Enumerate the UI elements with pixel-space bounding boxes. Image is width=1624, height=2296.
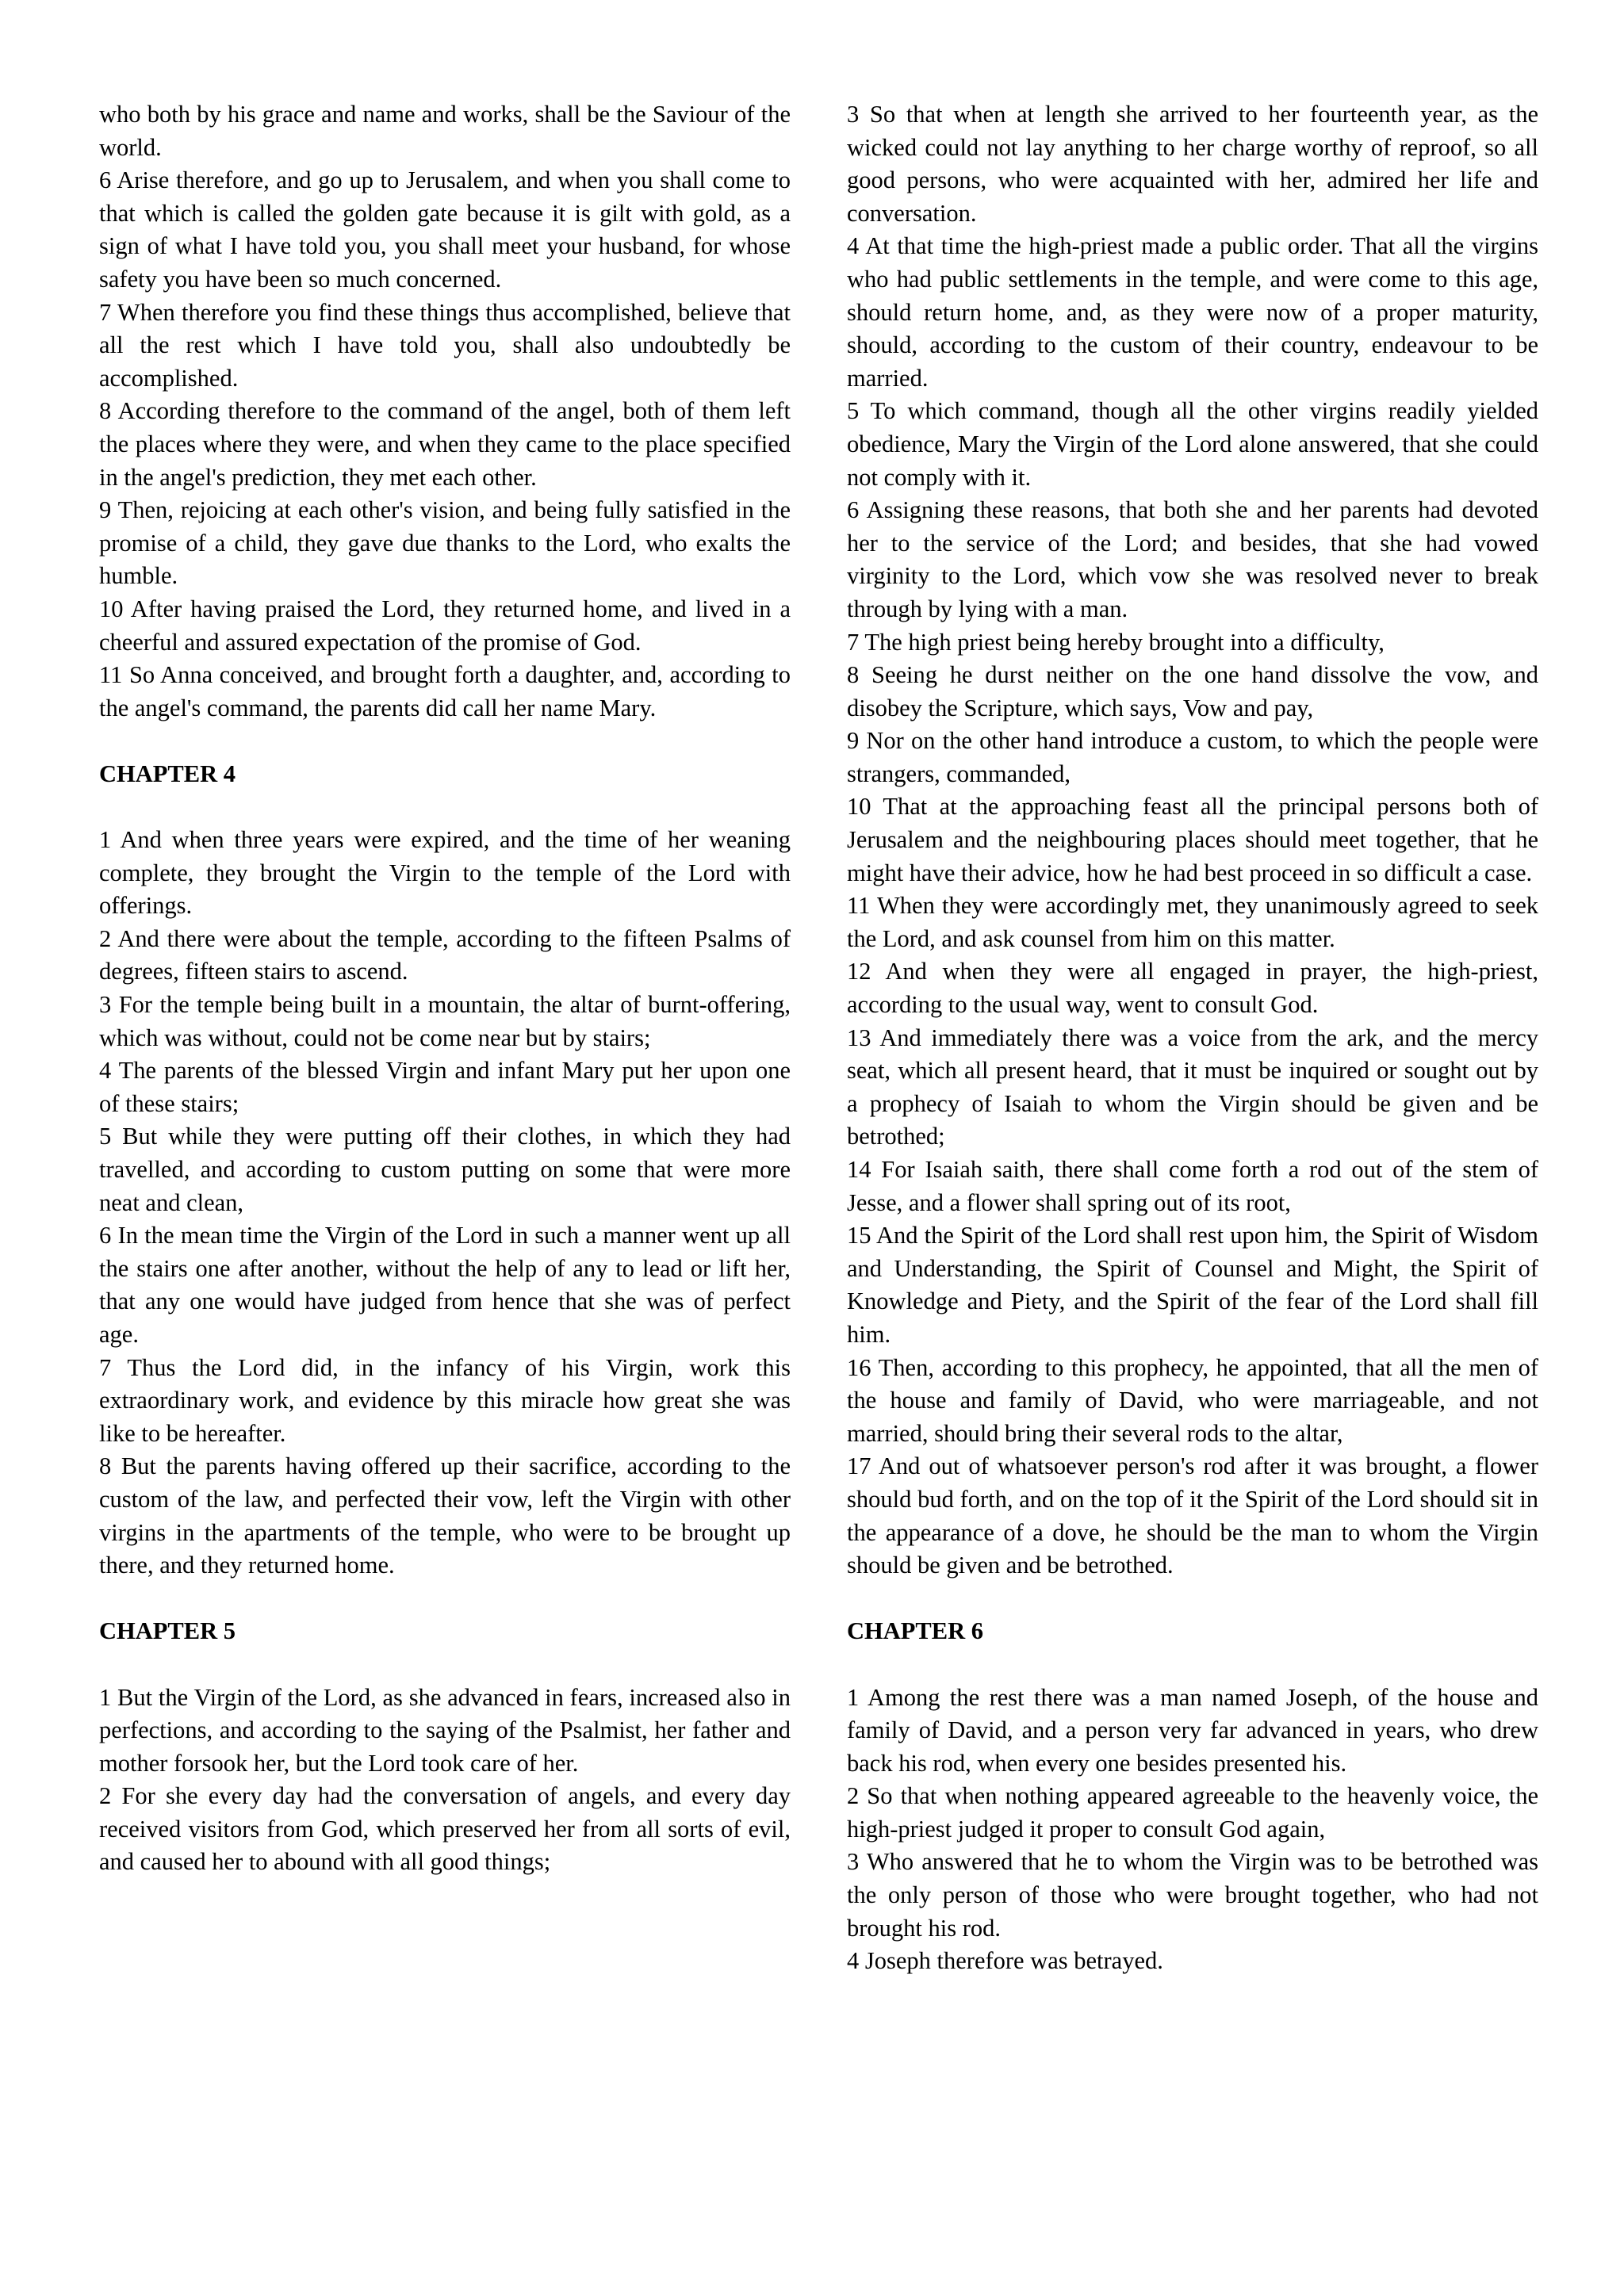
verse-paragraph: 10 After having praised the Lord, they returned home, and lived in a cheerful and assured expectation of the promise of God. [99, 595, 791, 656]
verse-paragraph: 3 So that when at length she arrived to her fourteenth year, as the wicked could not lay anything to her charge worthy of reproof, so all good persons, who were acquainted with her, admired her life and conversation. [847, 101, 1538, 227]
verse-paragraph: 9 Then, rejoicing at each other's vision, and being fully satisfied in the promise of a child, they gave due thanks to the Lord, who exalts the humble. [99, 496, 791, 590]
verse-paragraph: 8 But the parents having offered up their sacrifice, according to the custom of the law, and perfected their vow, left the Virgin with other virgins in the apartments of the temple, who were to be brought up there, and they returned home. [99, 1452, 791, 1579]
verse-paragraph: 7 When therefore you find these things thus accomplished, believe that all the rest which I have told you, shall also undoubtedly be accomplished. [99, 298, 791, 392]
verse-paragraph: 11 When they were accordingly met, they unanimously agreed to seek the Lord, and ask counsel from him on this matter. [847, 892, 1538, 952]
verse-paragraph: 15 And the Spirit of the Lord shall rest upon him, the Spirit of Wisdom and Understanding, the Spirit of Counsel and Might, the Spirit of Knowledge and Piety, and the Spirit of the fear of the Lord shall fill him. [847, 1222, 1538, 1348]
verse-paragraph: 5 To which command, though all the other virgins readily yielded obedience, Mary the Virgin of the Lord alone answered, that she could not comply with it. [847, 397, 1538, 491]
verse-paragraph: 13 And immediately there was a voice from the ark, and the mercy seat, which all present heard, that it must be inquired or sought out by a prophecy of Isaiah to whom the Virgin should be given and be betrothed; [847, 1024, 1538, 1150]
verse-paragraph: 9 Nor on the other hand introduce a custom, to which the people were strangers, commanded, [847, 727, 1538, 787]
right-column [847, 98, 1538, 1978]
verse-paragraph: 16 Then, according to this prophecy, he appointed, that all the men of the house and family of David, who were marriageable, and not married, should bring their several rods to the altar, [847, 1353, 1538, 1447]
verse-paragraph: 2 For she every day had the conversation of angels, and every day received visitors from God, which preserved her from all sorts of evil, and caused her to abound with all good things; [99, 1782, 791, 1876]
chapter-4-heading: CHAPTER 4 [99, 760, 236, 787]
verse-paragraph: 1 And when three years were expired, and the time of her weaning complete, they brought the Virgin to the temple of the Lord with offerings. [99, 826, 791, 920]
verse-paragraph: 1 Among the rest there was a man named Joseph, of the house and family of David, and a person very far advanced in years, who drew back his rod, when every one besides presented his. [847, 1683, 1538, 1777]
left-column [99, 98, 791, 1879]
chapter-5-heading: CHAPTER 5 [99, 1617, 236, 1645]
verse-paragraph: 6 Arise therefore, and go up to Jerusalem, and when you shall come to that which is called the golden gate because it is gilt with gold, as a sign of what I have told you, you shall meet your husband, for whose safety you have been so much concerned. [99, 166, 791, 293]
verse-paragraph: 10 That at the approaching feast all the principal persons both of Jerusalem and the neighbouring places should meet together, that he might have their advice, how he had best proceed in so difficult a case. [847, 793, 1538, 886]
verse-paragraph: 7 Thus the Lord did, in the infancy of his Virgin, work this extraordinary work, and evidence by this miracle how great she was like to be hereafter. [99, 1353, 791, 1447]
verse-paragraph: 2 And there were about the temple, according to the fifteen Psalms of degrees, fifteen stairs to ascend. [99, 924, 791, 985]
verse-paragraph: 6 In the mean time the Virgin of the Lord in such a manner went up all the stairs one after another, without the help of any to lead or lift her, that any one would have judged from hence that she was of perfect age. [99, 1222, 791, 1348]
verse-paragraph: 3 Who answered that he to whom the Virgin was to be betrothed was the only person of those who were brought together, who had not brought his rod. [847, 1848, 1538, 1942]
chapter-6-heading: CHAPTER 6 [847, 1617, 983, 1645]
verse-paragraph: 14 For Isaiah saith, there shall come forth a rod out of the stem of Jesse, and a flower shall spring out of its root, [847, 1156, 1538, 1216]
verse-paragraph: 5 But while they were putting off their clothes, in which they had travelled, and according to custom putting on some that were more neat and clean, [99, 1123, 791, 1216]
verse-paragraph: 17 And out of whatsoever person's rod after it was brought, a flower should bud forth, and on the top of it the Spirit of the Lord should sit in the appearance of a dove, he should be the man to whom the Virgin should be given and be betrothed. [847, 1452, 1538, 1579]
verse-paragraph: 3 For the temple being built in a mountain, the altar of burnt-offering, which was without, could not be come near but by stairs; [99, 991, 791, 1051]
verse-paragraph: who both by his grace and name and works, shall be the Saviour of the world. [99, 101, 791, 161]
verse-paragraph: 4 At that time the high-priest made a public order. That all the virgins who had public settlements in the temple, and were come to this age, should return home, and, as they were now of a proper maturity, should, according to the custom of their country, endeavour to be married. [847, 232, 1538, 392]
verse-paragraph: 4 Joseph therefore was betrayed. [847, 1947, 1163, 1975]
verse-paragraph: 12 And when they were all engaged in prayer, the high-priest, according to the usual way, went to consult God. [847, 958, 1538, 1019]
verse-paragraph: 8 According therefore to the command of the angel, both of them left the places where they were, and when they came to the place specified in the angel's prediction, they met each other. [99, 397, 791, 491]
verse-paragraph: 4 The parents of the blessed Virgin and infant Mary put her upon one of these stairs; [99, 1057, 791, 1117]
verse-paragraph: 6 Assigning these reasons, that both she and her parents had devoted her to the service of the Lord; and besides, that she had vowed virginity to the Lord, which vow she was resolved never to break through by lying with a man. [847, 496, 1538, 622]
verse-paragraph: 8 Seeing he durst neither on the one hand dissolve the vow, and disobey the Scripture, which says, Vow and pay, [847, 661, 1538, 721]
verse-paragraph: 7 The high priest being hereby brought into a difficulty, [847, 628, 1385, 656]
verse-paragraph: 11 So Anna conceived, and brought forth a daughter, and, according to the angel's command, the parents did call her name Mary. [99, 661, 791, 721]
verse-paragraph: 1 But the Virgin of the Lord, as she advanced in fears, increased also in perfections, and according to the saying of the Psalmist, her father and mother forsook her, but the Lord took care of her. [99, 1683, 791, 1777]
verse-paragraph: 2 So that when nothing appeared agreeable to the heavenly voice, the high-priest judged it proper to consult God again, [847, 1782, 1538, 1843]
